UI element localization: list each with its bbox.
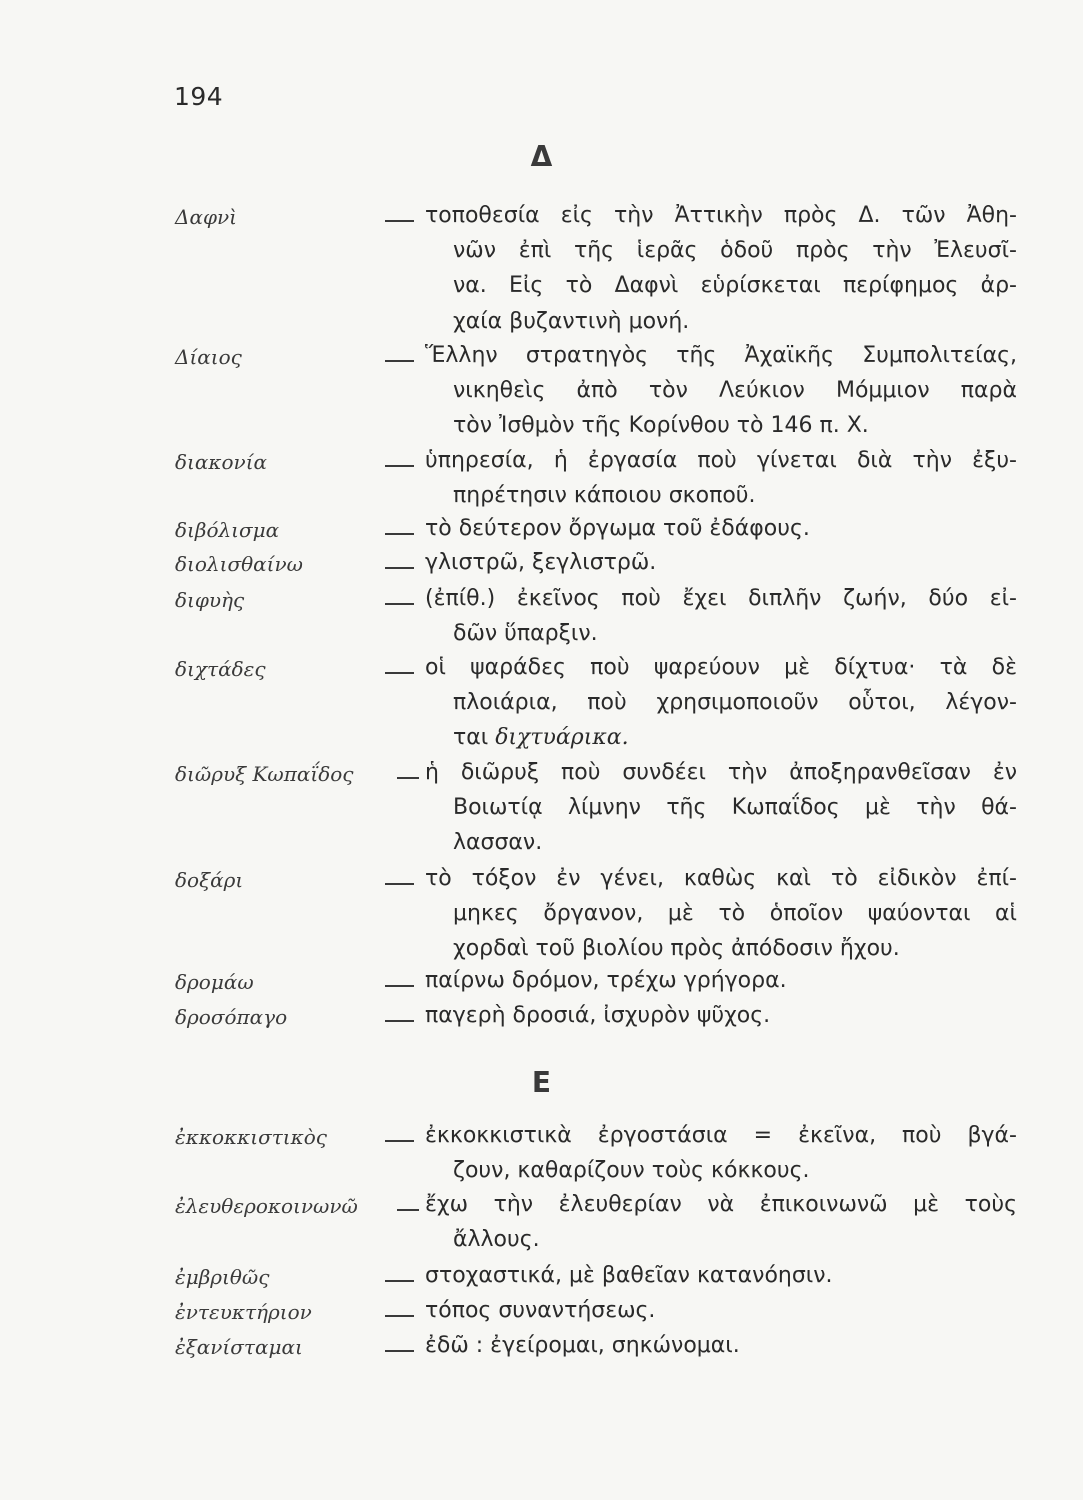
entry-definition <box>425 998 1017 1033</box>
entry-dash <box>397 1209 419 1211</box>
definition-line: λασσαν. <box>453 830 543 856</box>
definition-text: ται <box>453 725 496 751</box>
definition-line: ἡ διῶρυξ ποὺ συνδέει τὴν ἀποξηρανθεῖσαν ἐν <box>425 760 1017 785</box>
entry-dash <box>397 777 419 779</box>
entry-term: διῶρυξ Κωπαΐδος <box>175 762 354 786</box>
entry-dash <box>385 883 414 885</box>
entry-dash <box>385 533 414 535</box>
entry-definition <box>425 198 1017 339</box>
definition-line: ἐδῶ : ἐγείρομαι, σηκώνομαι. <box>425 1333 740 1358</box>
entry-term: ἐξανίσταμαι <box>175 1335 303 1359</box>
entry-definition <box>425 511 1017 546</box>
entry-term: ἐντευκτήριον <box>175 1300 312 1324</box>
entry-dash <box>385 1140 414 1142</box>
definition-line <box>453 720 1017 755</box>
entry-definition <box>425 1293 1017 1328</box>
definition-line: τοποθεσία εἰς τὴν Ἀττικὴν πρὸς Δ. τῶν Ἀθη- <box>425 203 1017 228</box>
section-letter-delta: Δ <box>530 140 553 173</box>
entry-dash <box>385 465 414 467</box>
entry-dash <box>385 985 414 987</box>
entry-definition <box>425 581 1017 651</box>
definition-line: να. Εἰς τὸ Δαφνὶ εὑρίσκεται περίφημος ἀρ- <box>453 273 1017 299</box>
definition-line: δῶν ὕπαρξιν. <box>453 621 598 647</box>
definition-line: ἐκκοκκιστικὰ ἐργοστάσια = ἐκεῖνα, ποὺ βγά- <box>425 1123 1017 1148</box>
definition-line: χαία βυζαντινὴ μονή. <box>453 308 690 334</box>
entry-dash <box>385 1315 414 1317</box>
entry-dash <box>385 603 414 605</box>
entry-definition <box>425 1258 1017 1293</box>
entry-definition <box>425 545 1017 580</box>
entry-definition <box>425 650 1017 756</box>
entry-term: διφυὴς <box>175 588 245 612</box>
definition-line: χορδαὶ τοῦ βιολίου πρὸς ἀπόδοσιν ἤχου. <box>453 936 900 962</box>
entry-definition <box>425 1118 1017 1188</box>
definition-line: οἱ ψαράδες ποὺ ψαρεύουν μὲ δίχτυα· τὰ δὲ <box>425 655 1017 680</box>
definition-line: ἔχω τὴν ἐλευθερίαν νὰ ἐπικοινωνῶ μὲ τοὺς <box>425 1192 1017 1217</box>
definition-line: Βοιωτίᾳ λίμνην τῆς Κωπαΐδος μὲ τὴν θά- <box>453 795 1017 821</box>
definition-line: ζουν, καθαρίζουν τοὺς κόκκους. <box>453 1158 810 1184</box>
entry-definition <box>425 861 1017 967</box>
definition-line: νικηθεὶς ἀπὸ τὸν Λεύκιον Μόμμιον παρὰ <box>453 378 1017 404</box>
entry-term: Δίαιος <box>175 345 242 369</box>
entry-term: διχτάδες <box>175 657 266 681</box>
entry-definition <box>425 443 1017 513</box>
definition-line: παίρνω δρόμον, τρέχω γρήγορα. <box>425 968 787 993</box>
definition-line: πηρέτησιν κάποιου σκοποῦ. <box>453 483 756 509</box>
entry-term: ἐμβριθῶς <box>175 1265 270 1289</box>
definition-line: ὑπηρεσία, ἡ ἐργασία ποὺ γίνεται διὰ τὴν ἐξυ- <box>425 448 1017 473</box>
entry-dash <box>385 360 414 362</box>
definition-line: (ἐπίθ.) ἐκεῖνος ποὺ ἔχει διπλῆν ζωήν, δύο εἰ- <box>425 586 1017 611</box>
entry-definition <box>425 338 1017 444</box>
entry-term: ἐλευθεροκοινωνῶ <box>175 1194 358 1218</box>
entry-term: ἐκκοκκιστικὸς <box>175 1125 327 1149</box>
definition-line: στοχαστικά, μὲ βαθεῖαν κατανόησιν. <box>425 1263 833 1288</box>
entry-dash <box>385 1020 414 1022</box>
definition-line: νῶν ἐπὶ τῆς ἱερᾶς ὁδοῦ πρὸς τὴν Ἐλευσῖ- <box>453 238 1017 264</box>
entry-term: διβόλισμα <box>175 518 280 542</box>
entry-definition <box>425 963 1017 998</box>
definition-line: πλοιάρια, ποὺ χρησιμοποιοῦν οὗτοι, λέγον- <box>453 690 1017 716</box>
definition-line: γλιστρῶ, ξεγλιστρῶ. <box>425 550 657 575</box>
definition-line: ἄλλους. <box>453 1227 540 1253</box>
entry-term: δοξάρι <box>175 868 244 892</box>
definition-line: μηκες ὄργανον, μὲ τὸ ὁποῖον ψαύονται αἱ <box>453 901 1017 927</box>
entry-dash <box>385 567 414 569</box>
definition-line: τόπος συναντήσεως. <box>425 1298 656 1323</box>
entry-definition <box>425 755 1017 861</box>
entry-dash <box>385 672 414 674</box>
entry-dash <box>385 1280 414 1282</box>
definition-line: τὸ τόξον ἐν γένει, καθὼς καὶ τὸ εἰδικὸν ἐπί- <box>425 866 1017 891</box>
section-letter-epsilon: Ε <box>531 1066 552 1099</box>
entry-dash <box>385 220 414 222</box>
entry-definition <box>425 1187 1017 1257</box>
entry-term: διολισθαίνω <box>175 552 303 576</box>
definition-line: Ἕλλην στρατηγὸς τῆς Ἀχαϊκῆς Συμπολιτείας, <box>425 343 1017 368</box>
definition-line: τὸ δεύτερον ὄργωμα τοῦ ἐδάφους. <box>425 516 810 541</box>
page-number: 194 <box>174 82 224 111</box>
entry-dash <box>385 1350 414 1352</box>
entry-term: Δαφνὶ <box>175 205 237 229</box>
entry-term: δροσόπαγο <box>175 1005 288 1029</box>
italic-term: διχτυάρικα. <box>495 725 629 751</box>
definition-line: τὸν Ἰσθμὸν τῆς Κορίνθου τὸ 146 π. Χ. <box>453 413 869 439</box>
entry-term: διακονία <box>175 450 268 474</box>
entry-definition <box>425 1328 1017 1363</box>
definition-line: παγερὴ δροσιά, ἰσχυρὸν ψῦχος. <box>425 1003 771 1028</box>
entry-term: δρομάω <box>175 970 254 994</box>
